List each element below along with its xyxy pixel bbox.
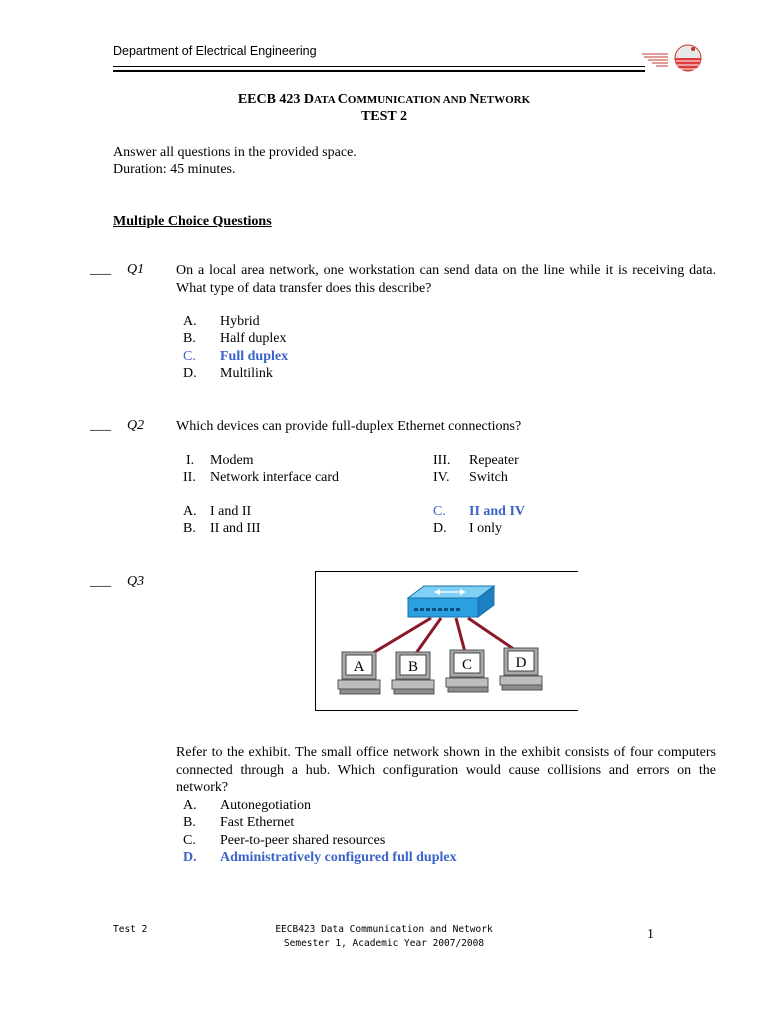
device-text: Modem xyxy=(210,453,254,468)
option-letter: B. xyxy=(183,521,196,536)
answer-blank[interactable]: ___ xyxy=(90,418,111,433)
course-title-part: ETWORK xyxy=(479,94,531,106)
option-text: II and III xyxy=(210,521,261,536)
computer-icon xyxy=(392,652,434,694)
correct-option-letter: C. xyxy=(433,504,446,519)
option-text: Peer-to-peer shared resources xyxy=(220,833,386,848)
instruction-line: Answer all questions in the provided space. xyxy=(113,145,357,160)
option-letter: D. xyxy=(433,521,447,536)
computer-icon xyxy=(500,648,542,690)
footer-course: EECB423 Data Communication and Network xyxy=(275,924,493,935)
correct-option-letter: D. xyxy=(183,850,197,865)
correct-option-letter: C. xyxy=(183,349,196,364)
computer-label: C xyxy=(461,657,473,673)
hub-icon xyxy=(408,586,494,617)
header-rule-thin xyxy=(113,66,645,67)
page-number: 1 xyxy=(647,927,654,942)
option-letter: B. xyxy=(183,331,196,346)
header-rule-thick xyxy=(113,70,645,72)
device-numeral: II. xyxy=(183,470,196,485)
option-letter: A. xyxy=(183,504,197,519)
department-name: Department of Electrical Engineering xyxy=(113,44,317,58)
course-title-part: ATA xyxy=(314,94,338,106)
option-letter: D. xyxy=(183,366,197,381)
computer-label: D xyxy=(515,655,527,671)
test-title: TEST 2 xyxy=(360,109,408,124)
computer-icon xyxy=(338,652,380,694)
question-number: Q2 xyxy=(127,418,145,433)
option-letter: A. xyxy=(183,798,197,813)
computer-label: B xyxy=(407,659,419,675)
option-letter: A. xyxy=(183,314,197,329)
hub-cables xyxy=(368,618,521,656)
question-number: Q1 xyxy=(127,262,145,277)
section-heading: Multiple Choice Questions xyxy=(113,214,272,229)
course-title-part: C xyxy=(337,92,348,107)
question-text: On a local area network, one workstation can send data on the line while it is receiving data. What type of data transfer does this describe? xyxy=(176,263,716,296)
option-text: Hybrid xyxy=(220,314,260,329)
option-letter: B. xyxy=(183,815,196,830)
device-numeral: I. xyxy=(186,453,195,468)
option-text: Fast Ethernet xyxy=(220,815,295,830)
network-diagram xyxy=(316,572,578,710)
course-title xyxy=(0,92,768,108)
question-text: Which devices can provide full-duplex Ethernet connections? xyxy=(176,419,522,434)
answer-blank[interactable]: ___ xyxy=(90,574,111,589)
university-logo-icon xyxy=(642,42,702,76)
footer-test-label: Test 2 xyxy=(113,924,148,935)
device-text: Network interface card xyxy=(210,470,340,485)
computer-icon xyxy=(446,650,488,692)
option-letter: C. xyxy=(183,833,196,848)
footer-semester: Semester 1, Academic Year 2007/2008 xyxy=(283,938,485,949)
device-text: Repeater xyxy=(469,453,519,468)
correct-option-text: II and IV xyxy=(469,504,526,519)
option-text: Multilink xyxy=(220,366,273,381)
question-number: Q3 xyxy=(127,574,145,589)
question-text: Refer to the exhibit. The small office network shown in the exhibit consists of four computers connected through a hub. Which configuration would cause collisions and errors on the network? xyxy=(176,745,716,795)
course-title-part: N xyxy=(469,92,480,107)
option-text: Autonegotiation xyxy=(220,798,311,813)
network-exhibit xyxy=(315,571,578,711)
option-text: I only xyxy=(469,521,503,536)
correct-option-text: Administratively configured full duplex xyxy=(220,850,457,865)
device-numeral: III. xyxy=(433,453,451,468)
course-title-part: EECB 423 D xyxy=(237,92,315,107)
course-title-part: OMMUNICATION AND xyxy=(347,94,470,106)
duration-line: Duration: 45 minutes. xyxy=(113,162,236,177)
correct-option-text: Full duplex xyxy=(220,349,289,364)
option-text: I and II xyxy=(210,504,252,519)
device-numeral: IV. xyxy=(433,470,450,485)
answer-blank[interactable]: ___ xyxy=(90,262,111,277)
option-text: Half duplex xyxy=(220,331,287,346)
computer-label: A xyxy=(353,659,365,675)
device-text: Switch xyxy=(469,470,508,485)
